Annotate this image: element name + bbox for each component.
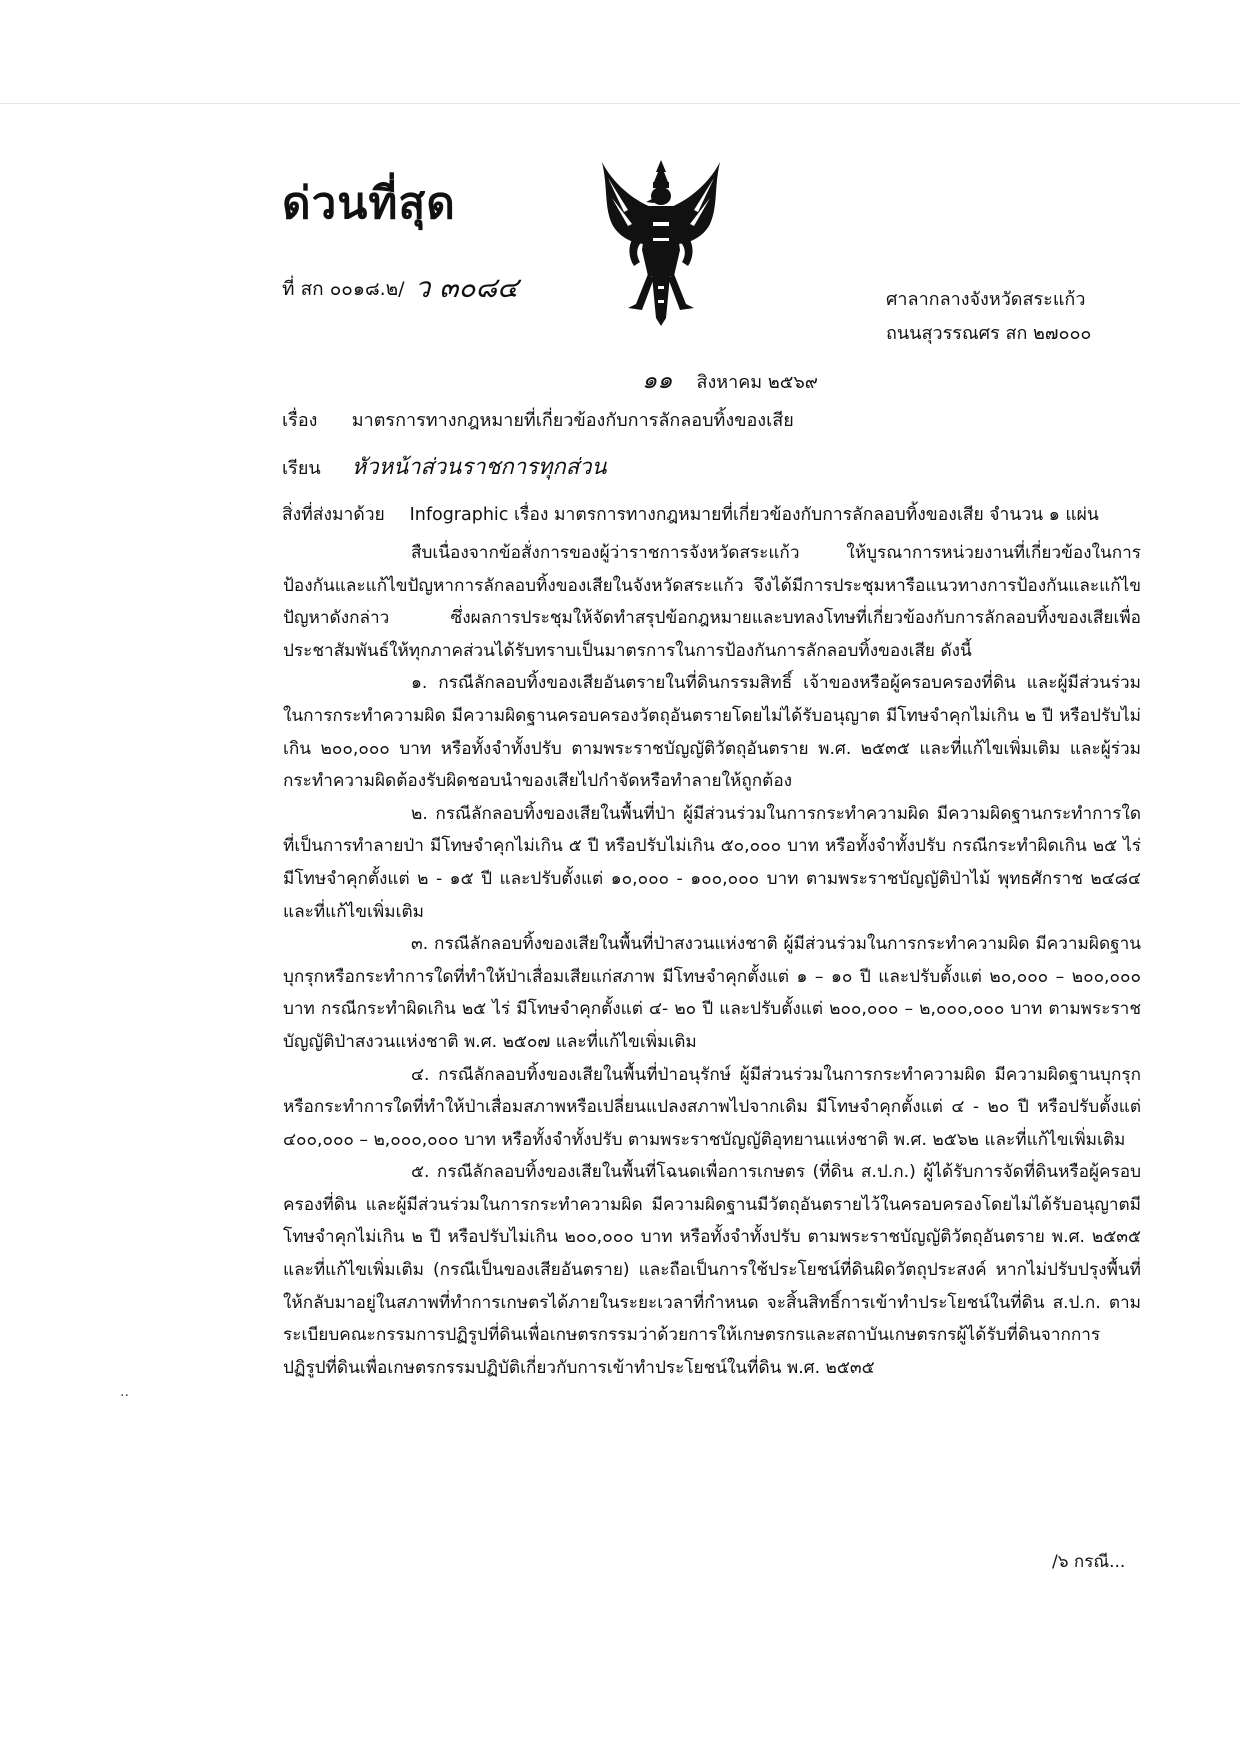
garuda-emblem-icon [598,158,724,328]
item-2-paragraph: ๒. กรณีลักลอบทิ้งของเสียในพื้นที่ป่า ผู้มีส่วนร่วมในการกระทำความผิด มีความผิดฐานกระทำการใดที่เป็นการทำลายป่า มีโทษจำคุกไม่เกิน ๕ ปี หรือปรับไม่เกิน ๕๐,๐๐๐ บาท หรือทั้งจำทั้งปรับ กรณีกระทำผิดเกิน ๒๕ ไร่ มีโทษจำคุกตั้งแต่ ๒ - ๑๕ ปี และปรับตั้งแต่ ๑๐,๐๐๐ - ๑๐๐,๐๐๐ บาท ตามพระราชบัญญัติป่าไม้ พุทธศักราช ๒๔๘๔ และที่แก้ไขเพิ่มเติม [283,803,1141,922]
continuation-note: /๖ กรณี... [1052,1552,1126,1572]
intro-paragraph: สืบเนื่องจากข้อสั่งการของผู้ว่าราชการจังหวัดสระแก้ว ให้บูรณาการหน่วยงานที่เกี่ยวข้องในการป้องกันและแก้ไขปัญหาการลักลอบทิ้งของเสียในจังหวัดสระแก้ว จึงได้มีการประชุมหารือแนวทางการป้องกันและแก้ไขปัญหาดังกล่าว ซึ่งผลการประชุมให้จัดทำสรุปข้อกฎหมายและบทลงโทษที่เกี่ยวข้องกับการลักลอบทิ้งของเสียเพื่อประชาสัมพันธ์ให้ทุกภาคส่วนได้รับทราบเป็นมาตรการในการป้องกันการลักลอบทิ้งของเสีย ดังนี้ [283,543,1141,661]
org-line-2: ถนนสุวรรณศร สก ๒๗๐๐๐ [886,323,1092,344]
subject-text: มาตรการทางกฎหมายที่เกี่ยวข้องกับการลักลอบทิ้งของเสีย [351,410,794,431]
urgency-heading: ด่วนที่สุด [282,178,456,229]
recipient-line [282,449,607,484]
recipient-label: เรียน [282,458,321,479]
org-line-1: ศาลากลางจังหวัดสระแก้ว [886,289,1086,310]
item-5-paragraph: ๕. กรณีลักลอบทิ้งของเสียในพื้นที่โฉนดเพื่อการเกษตร (ที่ดิน ส.ป.ก.) ผู้ได้รับการจัดที่ดินหรือผู้ครอบครองที่ดิน และผู้มีส่วนร่วมในการกระทำความผิด มีความผิดฐานมีวัตถุอันตรายไว้ในครอบครองโดยไม่ได้รับอนุญาตมีโทษจำคุกไม่เกิน ๒ ปี หรือปรับไม่เกิน ๒๐๐,๐๐๐ บาท หรือทั้งจำทั้งปรับ ตามพระราชบัญญัติวัตถุอันตราย พ.ศ. ๒๕๓๕ และที่แก้ไขเพิ่มเติม (กรณีเป็นของเสียอันตราย) และถือเป็นการใช้ประโยชน์ที่ดินผิดวัตถุประสงค์ หากไม่ปรับปรุงพื้นที่ให้กลับมาอยู่ในสภาพที่ทำการเกษตรได้ภายในระยะเวลาที่กำหนด จะสิ้นสิทธิ์การเข้าทำประโยชน์ในที่ดิน ส.ป.ก. ตามระเบียบคณะกรรมการปฏิรูปที่ดินเพื่อเกษตรกรรมว่าด้วยการให้เกษตรกรและสถาบันเกษตรกรผู้ได้รับที่ดินจากการปฏิรูปที่ดินเพื่อเกษตรกรรมปฏิบัติเกี่ยวกับการเข้าทำประโยชน์ในที่ดิน พ.ศ. ๒๕๓๕ [283,1162,1141,1378]
subject-line [282,405,794,434]
sender-address [886,283,1091,351]
item-3-paragraph: ๓. กรณีลักลอบทิ้งของเสียในพื้นที่ป่าสงวนแห่งชาติ ผู้มีส่วนร่วมในการกระทำความผิด มีความผิดฐานบุกรุกหรือกระทำการใดที่ทำให้ป่าเสื่อมเสียแก่สภาพ มีโทษจำคุกตั้งแต่ ๑ – ๑๐ ปี และปรับตั้งแต่ ๒๐,๐๐๐ – ๒๐๐,๐๐๐ บาท กรณีกระทำผิดเกิน ๒๕ ไร่ มีโทษจำคุกตั้งแต่ ๔- ๒๐ ปี และปรับตั้งแต่ ๒๐๐,๐๐๐ – ๒,๐๐๐,๐๐๐ บาท ตามพระราชบัญญัติป่าสงวนแห่งชาติ พ.ศ. ๒๕๐๗ และที่แก้ไขเพิ่มเติม [283,934,1141,1052]
subject-label: เรื่อง [282,410,318,431]
enclosure-label: สิ่งที่ส่งมาด้วย [282,505,385,525]
ref-prefix: ที่ สก ๐๐๑๘.๒/ [282,278,405,300]
letter-body [283,537,1141,1384]
item-1-paragraph: ๑. กรณีลักลอบทิ้งของเสียอันตรายในที่ดินกรรมสิทธิ์ เจ้าของหรือผู้ครอบครองที่ดิน และผู้มีส่วนร่วมในการกระทำความผิด มีความผิดฐานครอบครองวัตถุอันตรายโดยไม่ได้รับอนุญาต มีโทษจำคุกไม่เกิน ๒ ปี หรือปรับไม่เกิน ๒๐๐,๐๐๐ บาท หรือทั้งจำทั้งปรับ ตามพระราชบัญญัติวัตถุอันตราย พ.ศ. ๒๕๓๕ และที่แก้ไขเพิ่มเติม และผู้ร่วมกระทำความผิดต้องรับผิดชอบนำของเสียไปกำจัดหรือทำลายให้ถูกต้อง [283,673,1141,792]
document-reference [282,264,518,308]
ref-number-handwritten: ว ๓๐๘๔ [414,271,519,304]
date-day-handwritten: ๑๑ [642,366,673,394]
stray-mark: .. [120,1384,129,1400]
enclosure-text: Infographic เรื่อง มาตรการทางกฎหมายที่เกี่ยวข้องกับการลักลอบทิ้งของเสีย จำนวน ๑ แผ่น [409,505,1099,525]
scan-edge-line [0,103,1240,104]
item-4-paragraph: ๔. กรณีลักลอบทิ้งของเสียในพื้นที่ป่าอนุรักษ์ ผู้มีส่วนร่วมในการกระทำความผิด มีความผิดฐานบุกรุกหรือกระทำการใดที่ทำให้ป่าเสื่อมสภาพหรือเปลี่ยนแปลงสภาพไปจากเดิม มีโทษจำคุกตั้งแต่ ๔ - ๒๐ ปี หรือปรับตั้งแต่ ๔๐๐,๐๐๐ – ๒,๐๐๐,๐๐๐ บาท หรือทั้งจำทั้งปรับ ตามพระราชบัญญัติอุทยานแห่งชาติ พ.ศ. ๒๕๖๒ และที่แก้ไขเพิ่มเติม [283,1064,1141,1150]
date-month-year: สิงหาคม ๒๕๖๙ [696,372,818,393]
recipient-handwritten: หัวหน้าส่วนราชการทุกส่วน [351,455,607,480]
enclosure-line [282,500,1099,528]
document-date [642,360,818,399]
